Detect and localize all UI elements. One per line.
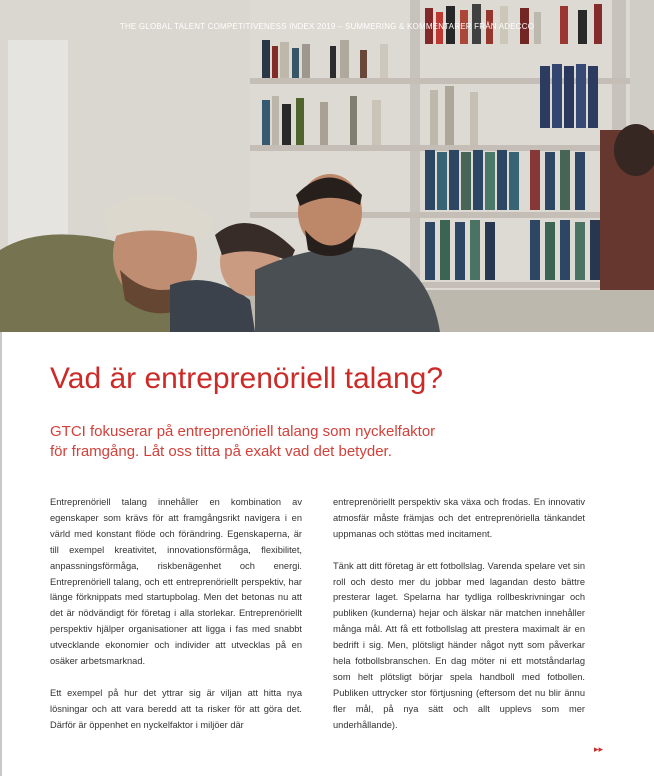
running-header: THE GLOBAL TALENT COMPETITIVENESS INDEX 2019 – SUMMERING & KOMMENTARER FRÅN ADECCO [119,22,535,31]
next-page-arrow-icon[interactable]: ▸▸ [594,745,604,755]
body-paragraph: Entreprenöriell talang innehåller en kombination av egenskaper som krävs för att framgångsrikt navigera i en värld med konstant flöde och förändring. Egenskaperna, är till exempel kreativitet, innovationsförmåga, flexibilitet, anpassningsförmåga, riskbenägenhet och energi. Entreprenöriell talang, och ett entreprenöriellt perspektiv, har länge förknippats med startupbolag. Men det betonas nu att det är nödvändigt för företag i alla storlekar. Entreprenöriellt perspektiv hjälper organisationer att ligga i fas med snabbt utvecklande ekonomier och individer att utvecklas på en osäker arbetsmarknad. [50,497,302,667]
body-paragraph: Ett exempel på hur det yttrar sig är viljan att hitta nya lösningar och att vara beredd att ta risker för att göra det. Därför är öppenhet en nyckelfaktor i miljöer där [50,687,302,730]
subtitle-line-1: GTCI fokuserar på entreprenöriell talang som nyckelfaktor [50,423,436,440]
hero-photo [0,0,654,332]
body-column-right [333,495,585,749]
body-column-left [50,495,302,749]
page-edge-rule [0,332,2,776]
hero-illustration [0,0,654,332]
article-title: Vad är entreprenöriell talang? [50,362,444,395]
body-paragraph: Tänk att ditt företag är ett fotbollslag. Varenda spelare vet sin roll och desto mer du jobbar med lagandan desto bättre presterar laget. Spelarna har tydliga rollbeskrivningar och publiken (kunderna) hejar och älskar när matchen innehåller många mål. Att få ett fotbollslag att prestera maximalt är en bedrift i sig. Men, plötsligt händer något nytt som påverkar hela fotbollsbranschen. En dag möter ni ett motståndarlag som helt plötsligt börjar spela handboll med fotbollen. Publiken uttrycker stor förtjusning (eftersom det nu blir ännu fler mål, på nya sätt och allt upplevs som mer underhållande). [333,560,585,730]
subtitle-line-2: för framgång. Låt oss titta på exakt vad det betyder. [50,443,392,460]
body-paragraph: entreprenöriellt perspektiv ska växa och frodas. En innovativ atmosfär måste främjas och det entreprenöriella tänkandet uppmanas och stöttas med incitament. [333,497,585,539]
article-subtitle [50,422,470,462]
